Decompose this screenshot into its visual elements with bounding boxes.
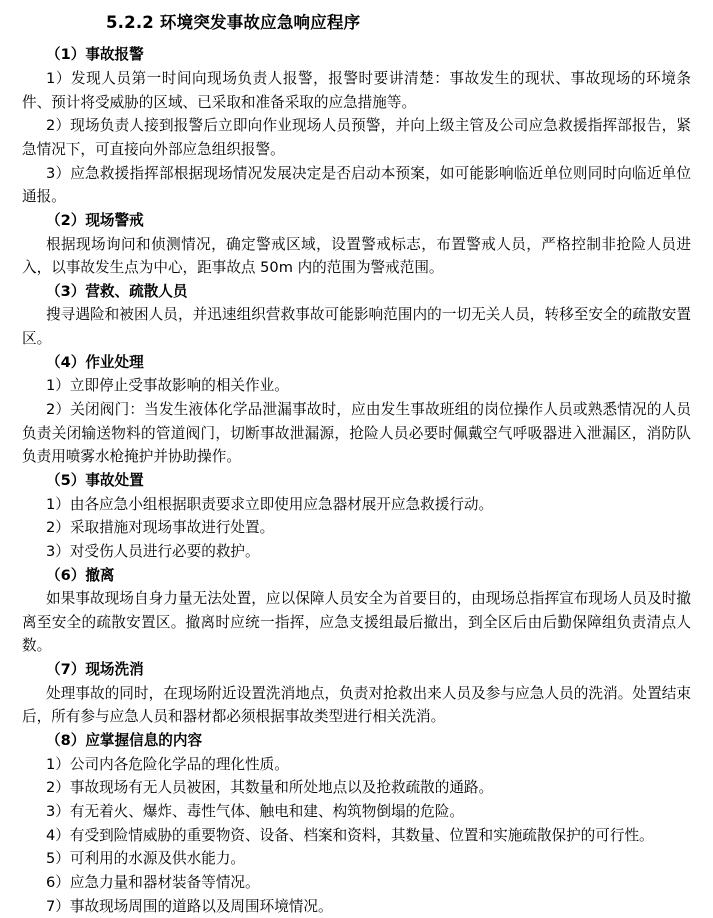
body-paragraph: 1）由各应急小组根据职责要求立即使用应急器材展开应急救援行动。	[22, 493, 691, 517]
body-paragraph: 7）事故现场周围的道路以及周围环境情况。	[22, 895, 691, 918]
section-heading: （1）事故报警	[22, 43, 691, 67]
body-paragraph: 6）应急力量和器材装备等情况。	[22, 871, 691, 895]
body-paragraph: 5）可利用的水源及供水能力。	[22, 847, 691, 871]
body-paragraph: 2）采取措施对现场事故进行处置。	[22, 516, 691, 540]
body-paragraph: 如果事故现场自身力量无法处置，应以保障人员安全为首要目的，由现场总指挥宣布现场人员及时撤离至安全的疏散安置区。撤离时应统一指挥，应急支援组最后撤出，到全区后由后勤保障组负责清点人数。	[22, 587, 691, 658]
body-paragraph: 4）有受到险情威胁的重要物资、设备、档案和资料，其数量、位置和实施疏散保护的可行性。	[22, 824, 691, 848]
body-paragraph: 2）现场负责人接到报警后立即向作业现场人员预警，并向上级主管及公司应急救援指挥部报告，紧急情况下，可直接向外部应急组织报警。	[22, 114, 691, 161]
document-body	[22, 43, 691, 918]
section-heading: （3）营救、疏散人员	[22, 280, 691, 304]
body-paragraph: 1）立即停止受事故影响的相关作业。	[22, 374, 691, 398]
body-paragraph: 2）关闭阀门：当发生液体化学品泄漏事故时，应由发生事故班组的岗位操作人员或熟悉情况的人员负责关闭输送物料的管道阀门，切断事故泄漏源，抢险人员必要时佩戴空气呼吸器进入泄漏区，消防队负责用喷雾水枪掩护并协助操作。	[22, 398, 691, 469]
body-paragraph: 3）有无着火、爆炸、毒性气体、触电和建、构筑物倒塌的危险。	[22, 800, 691, 824]
body-paragraph: 2）事故现场有无人员被困，其数量和所处地点以及抢救疏散的通路。	[22, 776, 691, 800]
section-heading: （8）应掌握信息的内容	[22, 729, 691, 753]
body-paragraph: 搜寻遇险和被困人员，并迅速组织营救事故可能影响范围内的一切无关人员，转移至安全的疏散安置区。	[22, 303, 691, 350]
body-paragraph: 1）公司内各危险化学品的理化性质。	[22, 753, 691, 777]
body-paragraph: 1）发现人员第一时间向现场负责人报警，报警时要讲清楚：事故发生的现状、事故现场的环境条件、预计将受威胁的区域、已采取和准备采取的应急措施等。	[22, 67, 691, 114]
body-paragraph: 处理事故的同时，在现场附近设置洗消地点，负责对抢救出来人员及参与应急人员的洗消。处置结束后，所有参与应急人员和器材都必须根据事故类型进行相关洗消。	[22, 682, 691, 729]
section-heading: （5）事故处置	[22, 469, 691, 493]
section-heading: （7）现场洗消	[22, 658, 691, 682]
page-title: 5.2.2 环境突发事故应急响应程序	[106, 12, 691, 33]
body-paragraph: 3）对受伤人员进行必要的救护。	[22, 540, 691, 564]
section-heading: （6）撤离	[22, 564, 691, 588]
body-paragraph: 3）应急救援指挥部根据现场情况发展决定是否启动本预案，如可能影响临近单位则同时向临近单位通报。	[22, 162, 691, 209]
body-paragraph: 根据现场询问和侦测情况，确定警戒区域，设置警戒标志，布置警戒人员，严格控制非抢险人员进入，以事故发生点为中心，距事故点 50m 内的范围为警戒范围。	[22, 233, 691, 280]
section-heading: （4）作业处理	[22, 351, 691, 375]
section-heading: （2）现场警戒	[22, 209, 691, 233]
